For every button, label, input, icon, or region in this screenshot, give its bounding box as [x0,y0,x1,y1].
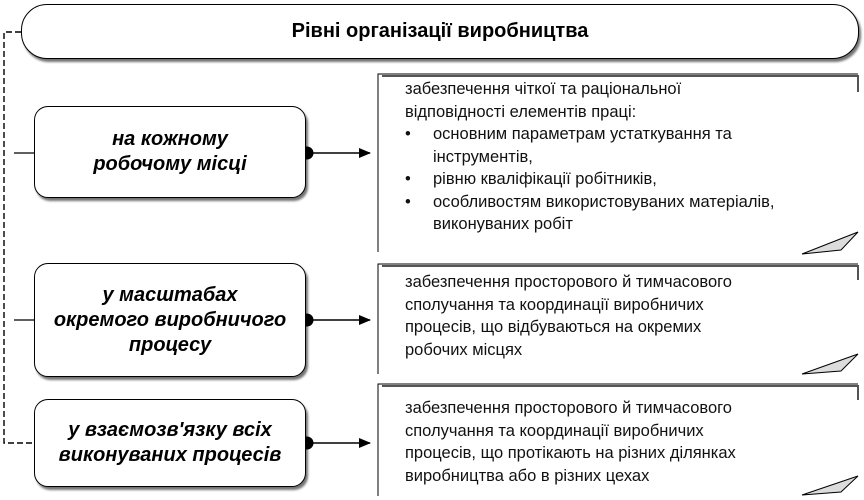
level-label-process: у масштабах окремого виробничого процесу [53,283,287,356]
connector-arrow-1 [301,147,371,160]
bullet-marker: • [405,170,411,188]
connector-arrow-3 [301,437,371,450]
level-label-workplace: на кожному робочому місці [93,128,247,175]
list-item [405,123,855,168]
note-description: забезпечення просторового й тимчасового сполучання та координації виробничих процесів, що відбуваються на окремих робочих місцях [405,273,732,359]
dashed-trunk-line [4,32,34,443]
level-label-all-processes: у взаємозв'язку всіх виконуваних процесів [58,419,282,466]
level-box-process [34,263,306,377]
note-description: забезпечення чіткої та раціональної відповідності елементів праці: [405,80,682,121]
note-bullet-list [405,123,855,236]
bullet-marker: • [405,192,411,211]
list-item-text: основним параметрам устаткування та інструментів, [433,125,732,166]
bullet-marker: • [405,125,411,143]
note-all-processes [405,397,855,487]
level-box-all-processes [34,399,306,487]
list-item [405,168,855,191]
list-item [405,191,855,236]
connector-arrow-2 [301,314,371,327]
diagram-title: Рівні організації виробництва [291,20,589,42]
note-description: забезпечення просторового й тимчасового сполучання та координації виробничих процесів, що протікають на різних ділянках виробництва або в різних цехах [405,399,736,485]
list-item-text: рівню кваліфікації робітників, [433,170,657,188]
note-process [405,271,855,361]
note-workplace [405,78,855,236]
diagram-title-box [21,4,859,59]
list-item-text: особливостям використовуваних матеріалів, виконуваних робіт [433,192,775,233]
level-box-workplace [34,106,306,198]
